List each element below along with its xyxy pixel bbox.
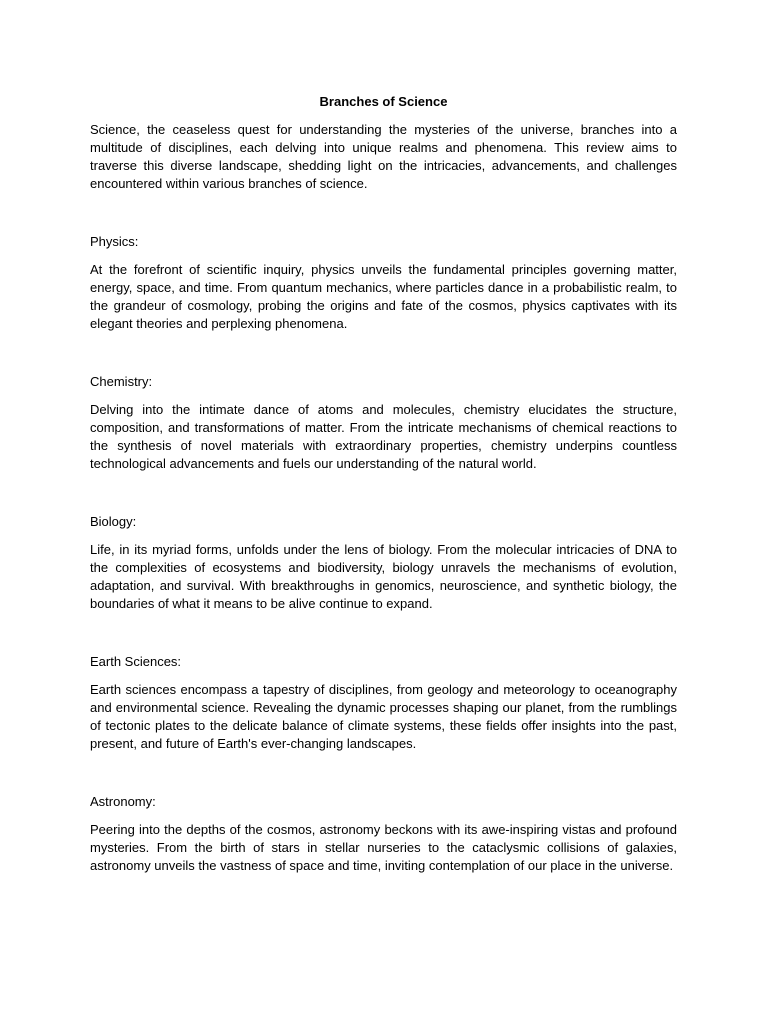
section-biology bbox=[90, 513, 677, 613]
section-body: Delving into the intimate dance of atoms and molecules, chemistry elucidates the structure, composition, and transformations of matter. From the intricate mechanisms of chemical reactions to the synthesis of novel materials with extraordinary properties, chemistry underpins countless technological advancements and fuels our understanding of the natural world. bbox=[90, 402, 677, 471]
section-chemistry bbox=[90, 373, 677, 473]
section-heading: Earth Sciences: bbox=[90, 654, 182, 669]
section-heading: Biology: bbox=[90, 514, 137, 529]
section-heading: Physics: bbox=[90, 234, 139, 249]
document-page bbox=[90, 93, 677, 875]
section-body: Life, in its myriad forms, unfolds under the lens of biology. From the molecular intricacies of DNA to the complexities of ecosystems and biodiversity, biology unravels the mechanisms of evolution, adaptation, and survival. With breakthroughs in genomics, neuroscience, and synthetic biology, the boundaries of what it means to be alive continue to expand. bbox=[90, 542, 677, 611]
section-physics bbox=[90, 233, 677, 333]
document-title: Branches of Science bbox=[319, 94, 448, 109]
section-body: Peering into the depths of the cosmos, astronomy beckons with its awe-inspiring vistas and profound mysteries. From the birth of stars in stellar nurseries to the cataclysmic collisions of galaxies, astronomy unveils the vastness of space and time, inviting contemplation of our place in the universe. bbox=[90, 822, 677, 873]
section-body: At the forefront of scientific inquiry, physics unveils the fundamental principles governing matter, energy, space, and time. From quantum mechanics, where particles dance in a probabilistic realm, to the grandeur of cosmology, probing the origins and fate of the cosmos, physics captivates with its elegant theories and perplexing phenomena. bbox=[90, 262, 677, 331]
section-heading: Chemistry: bbox=[90, 374, 153, 389]
section-earth-sciences bbox=[90, 653, 677, 753]
section-heading: Astronomy: bbox=[90, 794, 156, 809]
section-body: Earth sciences encompass a tapestry of disciplines, from geology and meteorology to oceanography and environmental science. Revealing the dynamic processes shaping our planet, from the rumblings of tectonic plates to the delicate balance of climate systems, these fields offer insights into the past, present, and future of Earth's ever-changing landscapes. bbox=[90, 682, 677, 751]
intro-paragraph: Science, the ceaseless quest for understanding the mysteries of the universe, branches into a multitude of disciplines, each delving into unique realms and phenomena. This review aims to traverse this diverse landscape, shedding light on the intricacies, advancements, and challenges encountered within various branches of science. bbox=[90, 122, 677, 191]
section-astronomy bbox=[90, 793, 677, 875]
